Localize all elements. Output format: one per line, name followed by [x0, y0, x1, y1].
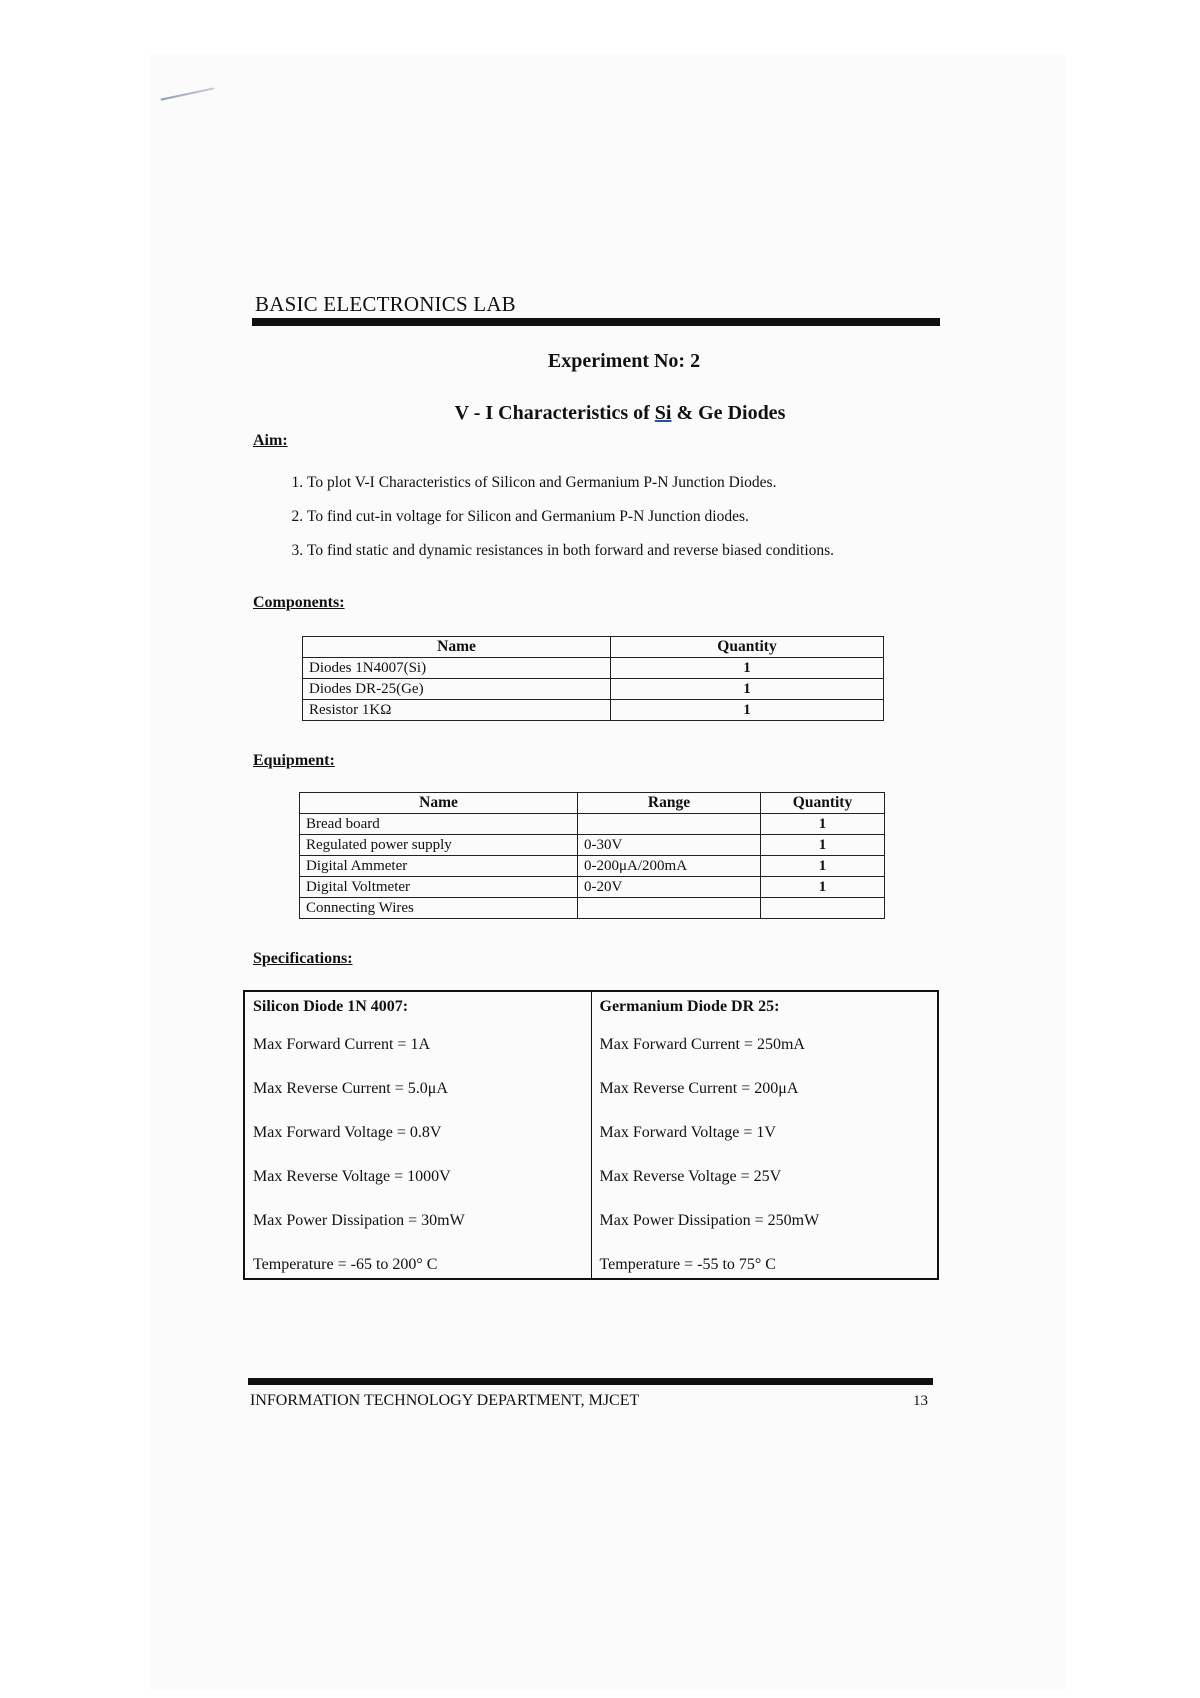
silicon-spec-line: Temperature = -65 to 200° C: [253, 1256, 438, 1273]
column-header-quantity: Quantity: [611, 637, 884, 658]
column-header-quantity: Quantity: [761, 793, 885, 814]
germanium-spec-title: Germanium Diode DR 25:: [599, 998, 780, 1015]
footer-rule: [248, 1378, 933, 1385]
germanium-spec-line: Max Forward Voltage = 1V: [599, 1124, 776, 1141]
silicon-spec-line: Max Power Dissipation = 30mW: [253, 1212, 465, 1229]
germanium-spec-line: Temperature = -55 to 75° C: [599, 1256, 776, 1273]
equipment-range: 0-30V: [578, 835, 761, 856]
equipment-quantity: 1: [761, 877, 885, 898]
germanium-spec-line: Max Forward Current = 250mA: [599, 1036, 805, 1053]
table-row: [303, 679, 884, 700]
silicon-spec-line: Max Forward Voltage = 0.8V: [253, 1124, 442, 1141]
table-row: [303, 700, 884, 721]
aim-heading: Aim:: [253, 432, 288, 449]
table-row: [244, 991, 938, 1279]
experiment-number: Experiment No: 2: [547, 350, 701, 372]
table-row: [303, 658, 884, 679]
specifications-heading: Specifications:: [253, 950, 353, 967]
equipment-quantity: 1: [761, 835, 885, 856]
aim-item: 3. To find static and dynamic resistances in both forward and reverse biased conditions.: [307, 534, 947, 568]
equipment-range: [578, 814, 761, 835]
aim-item: 2. To find cut-in voltage for Silicon and Germanium P-N Junction diodes.: [307, 500, 947, 534]
silicon-spec-line: Max Reverse Voltage = 1000V: [253, 1168, 451, 1185]
component-quantity: 1: [611, 658, 884, 679]
germanium-spec-cell: [591, 991, 938, 1279]
header-title: BASIC ELECTRONICS LAB: [255, 292, 516, 316]
equipment-range: 0-200μA/200mA: [578, 856, 761, 877]
component-name: Diodes 1N4007(Si): [303, 658, 611, 679]
table-row: [300, 856, 885, 877]
table-header-row: [300, 793, 885, 814]
components-heading: Components:: [253, 594, 345, 611]
column-header-name: Name: [303, 637, 611, 658]
equipment-table: [299, 792, 885, 919]
component-name: Resistor 1KΩ: [303, 700, 611, 721]
equipment-name: Digital Ammeter: [300, 856, 578, 877]
aim-list: [277, 466, 947, 568]
column-header-name: Name: [300, 793, 578, 814]
equipment-quantity: 1: [761, 814, 885, 835]
silicon-spec-cell: [244, 991, 591, 1279]
specifications-table: [243, 990, 939, 1280]
table-row: [300, 835, 885, 856]
silicon-spec-line: Max Forward Current = 1A: [253, 1036, 430, 1053]
equipment-name: Bread board: [300, 814, 578, 835]
aim-item: 1. To plot V-I Characteristics of Silicon and Germanium P-N Junction Diodes.: [307, 466, 947, 500]
experiment-title-prefix: V - I Characteristics of: [454, 402, 655, 424]
equipment-range: [578, 898, 761, 919]
germanium-spec-line: Max Reverse Voltage = 25V: [599, 1168, 782, 1185]
components-table: [302, 636, 884, 721]
table-row: [300, 898, 885, 919]
equipment-range: 0-20V: [578, 877, 761, 898]
equipment-name: Connecting Wires: [300, 898, 578, 919]
equipment-name: Regulated power supply: [300, 835, 578, 856]
header-rule: [252, 318, 940, 326]
footer-department: INFORMATION TECHNOLOGY DEPARTMENT, MJCET: [250, 1392, 640, 1409]
component-quantity: 1: [611, 679, 884, 700]
table-row: [300, 814, 885, 835]
page-number: 13: [913, 1393, 928, 1409]
table-header-row: [303, 637, 884, 658]
equipment-quantity: 1: [761, 856, 885, 877]
equipment-quantity: [761, 898, 885, 919]
silicon-spec-title: Silicon Diode 1N 4007:: [253, 998, 409, 1015]
experiment-title: [0, 402, 1200, 425]
component-name: Diodes DR-25(Ge): [303, 679, 611, 700]
experiment-title-suffix: & Ge Diodes: [671, 402, 786, 424]
table-row: [300, 877, 885, 898]
equipment-heading: Equipment:: [253, 752, 335, 769]
experiment-title-si: Si: [654, 402, 672, 424]
silicon-spec-line: Max Reverse Current = 5.0μA: [253, 1080, 448, 1097]
germanium-spec-line: Max Power Dissipation = 250mW: [599, 1212, 820, 1229]
germanium-spec-line: Max Reverse Current = 200μA: [599, 1080, 799, 1097]
equipment-name: Digital Voltmeter: [300, 877, 578, 898]
component-quantity: 1: [611, 700, 884, 721]
column-header-range: Range: [578, 793, 761, 814]
